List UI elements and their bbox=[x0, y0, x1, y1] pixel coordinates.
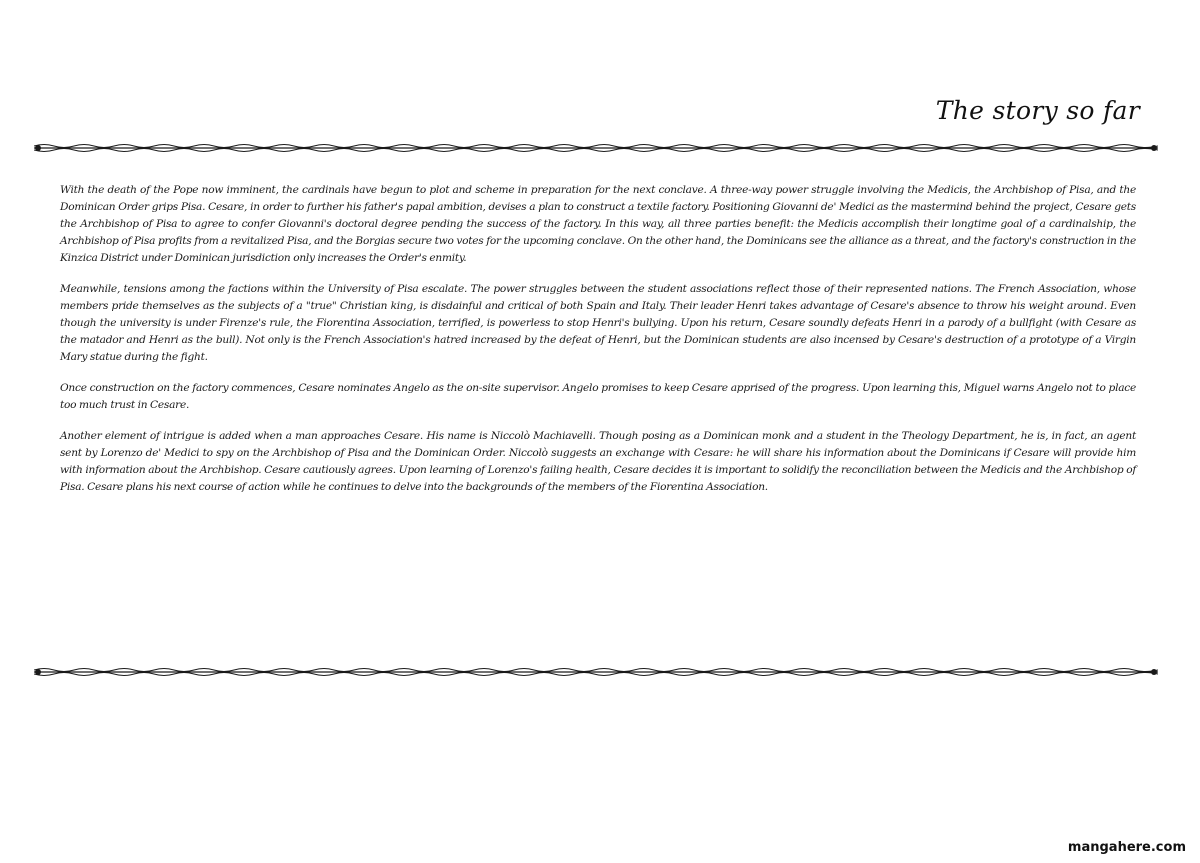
summary-paragraph-conclave: With the death of the Pope now imminent, the cardinals have begun to plot and scheme in preparation for the next conclave. A three-way power struggle involving the Medicis, the Archbishop of Pisa, and the Dominican Order grips Pisa. Cesare, in order to further his father's papal ambition, devises a plan to construct a textile factory. Positioning Giovanni de' Medici as the mastermind behind the project, Cesare gets the Archbishop of Pisa to agree to confer Giovanni's doctoral degree pending the success of the factory. In this way, all three parties benefit: the Medicis accomplish their longtime goal of a cardinalship, the Archbishop of Pisa profits from a revitalized Pisa, and the Borgias secure two votes for the upcoming conclave. On the other hand, the Dominicans see the alliance as a threat, and the factory's construction in the Kinzica District under Dominican jurisdiction only increases the Order's enmity. bbox=[60, 184, 1136, 264]
story-summary-body bbox=[60, 182, 1136, 510]
top-ornamental-divider bbox=[34, 142, 1158, 154]
ornament-vine-graphic bbox=[34, 142, 1158, 154]
summary-paragraph-factory-construction: Once construction on the factory commences, Cesare nominates Angelo as the on-site supervisor. Angelo promises to keep Cesare apprised of the progress. Upon learning this, Miguel warns Angelo not to place too much trust in Cesare. bbox=[60, 382, 1136, 411]
ornament-vine-graphic bbox=[34, 666, 1158, 678]
page-title: The story so far bbox=[935, 96, 1140, 125]
site-watermark: mangahere.com bbox=[1067, 840, 1186, 855]
summary-paragraph-university-factions: Meanwhile, tensions among the factions within the University of Pisa escalate. The power struggles between the student associations reflect those of their represented nations. The French Association, whose members pride themselves as the subjects of a "true" Christian king, is disdainful and critical of both Spain and Italy. Their leader Henri takes advantage of Cesare's absence to throw his weight around. Even though the university is under Firenze's rule, the Fiorentina Association, terrified, is powerless to stop Henri's bullying. Upon his return, Cesare soundly defeats Henri in a parody of a bullfight (with Cesare as the matador and Henri as the bull). Not only is the French Association's hatred increased by the defeat of Henri, but the Dominican students are also incensed by Cesare's destruction of a prototype of a Virgin Mary statue during the fight. bbox=[60, 283, 1136, 363]
bottom-ornamental-divider bbox=[34, 666, 1158, 678]
summary-paragraph-machiavelli: Another element of intrigue is added when a man approaches Cesare. His name is Niccolò Machiavelli. Though posing as a Dominican monk and a student in the Theology Department, he is, in fact, an agent sent by Lorenzo de' Medici to spy on the Archbishop of Pisa and the Dominican Order. Niccolò suggests an exchange with Cesare: he will share his information about the Dominicans if Cesare will provide him with information about the Archbishop. Cesare cautiously agrees. Upon learning of Lorenzo's failing health, Cesare decides it is important to solidify the reconciliation between the Medicis and the Archbishop of Pisa. Cesare plans his next course of action while he continues to delve into the backgrounds of the members of the Fiorentina Association. bbox=[60, 430, 1136, 493]
